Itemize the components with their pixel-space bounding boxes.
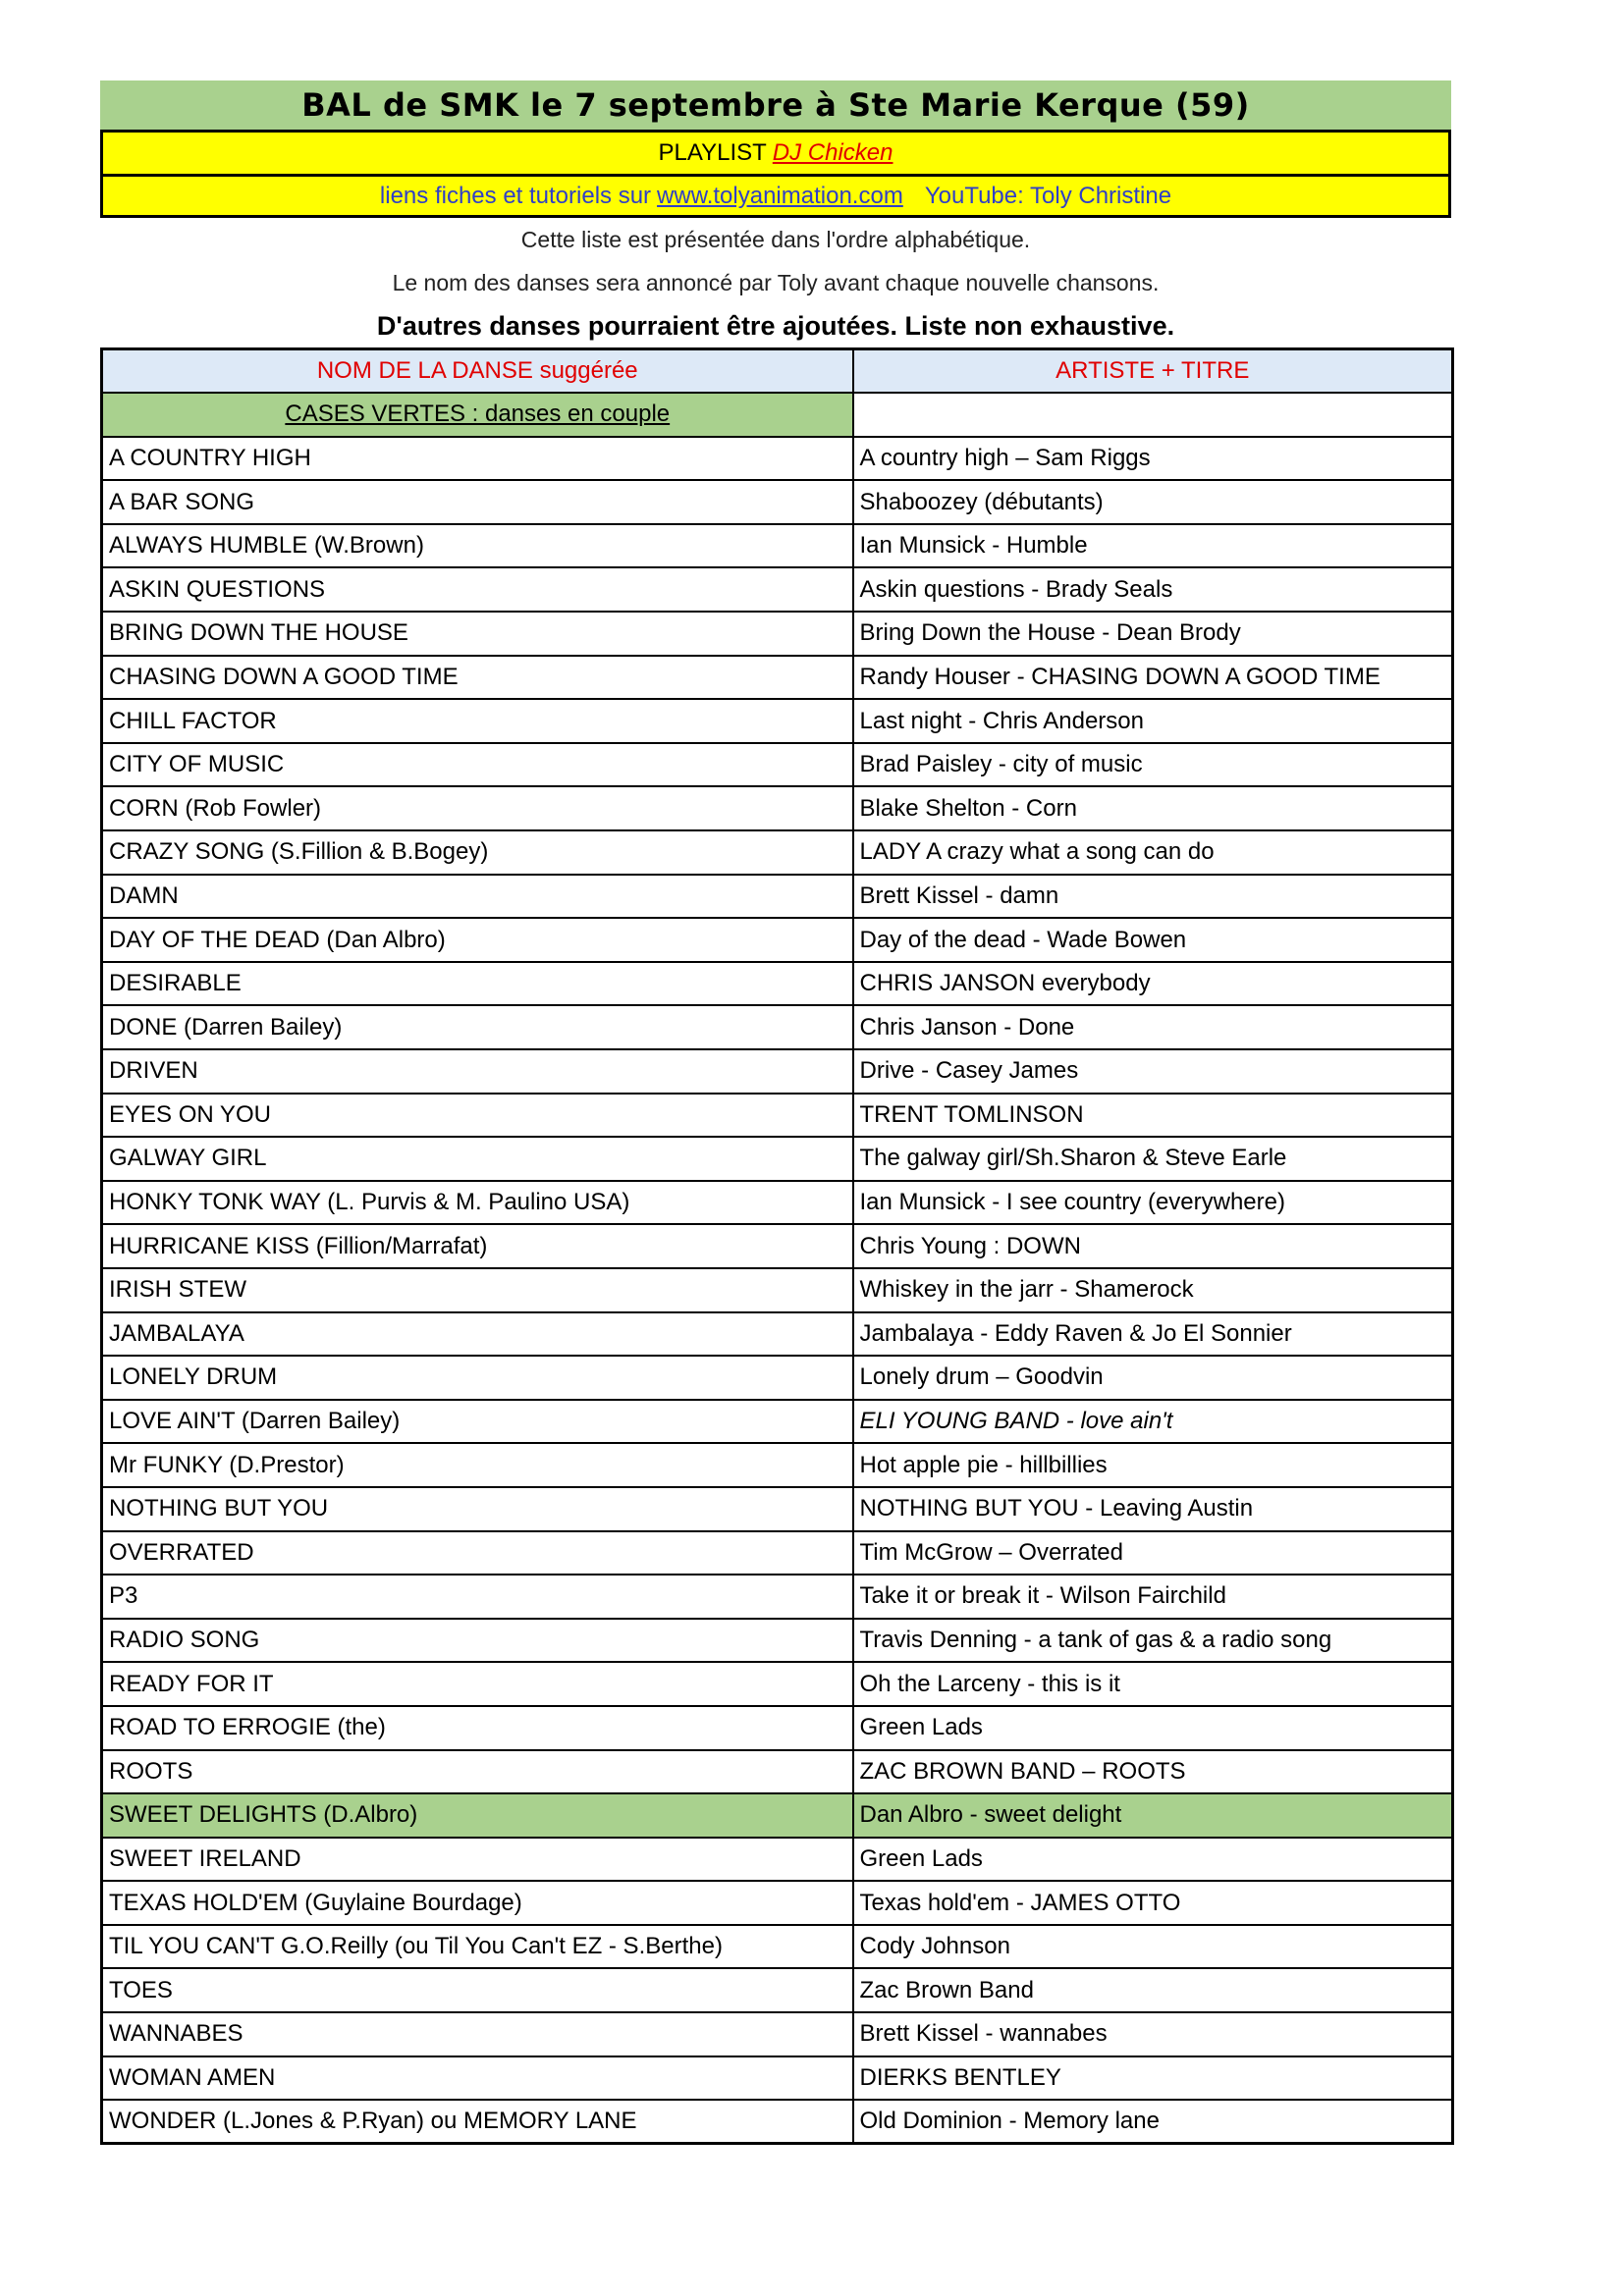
table-row	[102, 1137, 1453, 1181]
artist-title-cell: Askin questions - Brady Seals	[853, 567, 1453, 612]
artist-title-cell: Brad Paisley - city of music	[853, 743, 1453, 787]
playlist-sheet	[100, 80, 1451, 2145]
artist-title-header: ARTISTE + TITRE	[853, 349, 1453, 394]
dance-name-cell: DAY OF THE DEAD (Dan Albro)	[102, 918, 853, 962]
dance-name-cell: CRAZY SONG (S.Fillion & B.Bogey)	[102, 830, 853, 875]
table-row	[102, 1356, 1453, 1400]
dance-name-cell: READY FOR IT	[102, 1662, 853, 1706]
dj-name-link[interactable]: DJ Chicken	[772, 139, 893, 166]
table-row	[102, 1968, 1453, 2012]
dance-name-cell: Mr FUNKY (D.Prestor)	[102, 1443, 853, 1487]
dance-name-cell: WANNABES	[102, 2012, 853, 2056]
table-row	[102, 656, 1453, 700]
dance-name-cell: HONKY TONK WAY (L. Purvis & M. Paulino USA)	[102, 1181, 853, 1225]
artist-title-cell: CHRIS JANSON everybody	[853, 962, 1453, 1006]
artist-title-cell: Day of the dead - Wade Bowen	[853, 918, 1453, 962]
dance-name-cell: ROOTS	[102, 1750, 853, 1794]
dance-name-cell: DRIVEN	[102, 1049, 853, 1094]
artist-title-cell: Chris Young : DOWN	[853, 1224, 1453, 1268]
artist-title-cell: Shaboozey (débutants)	[853, 480, 1453, 524]
table-row	[102, 1224, 1453, 1268]
table-row	[102, 612, 1453, 656]
artist-title-cell: Last night - Chris Anderson	[853, 699, 1453, 743]
dance-name-cell: SWEET DELIGHTS (D.Albro)	[102, 1793, 853, 1838]
couple-legend: CASES VERTES : danses en couple	[102, 393, 853, 437]
table-row	[102, 1443, 1453, 1487]
dance-name-cell: TEXAS HOLD'EM (Guylaine Bourdage)	[102, 1881, 853, 1925]
table-row	[102, 743, 1453, 787]
note-alphabetical: Cette liste est présentée dans l'ordre alphabétique.	[520, 226, 1031, 252]
dance-name-cell: RADIO SONG	[102, 1619, 853, 1663]
table-row	[102, 1793, 1453, 1838]
table-row	[102, 1838, 1453, 1882]
artist-title-cell: LADY A crazy what a song can do	[853, 830, 1453, 875]
table-row	[102, 2100, 1453, 2144]
table-row	[102, 480, 1453, 524]
artist-title-cell: Ian Munsick - Humble	[853, 524, 1453, 568]
table-row	[102, 1268, 1453, 1312]
dance-name-cell: EYES ON YOU	[102, 1094, 853, 1138]
links-row	[103, 174, 1448, 215]
artist-title-cell: Old Dominion - Memory lane	[853, 2100, 1453, 2144]
playlist-info-box	[100, 130, 1451, 218]
artist-title-cell: Brett Kissel - wannabes	[853, 2012, 1453, 2056]
artist-title-cell: DIERKS BENTLEY	[853, 2056, 1453, 2101]
dance-name-cell: IRISH STEW	[102, 1268, 853, 1312]
dance-name-cell: SWEET IRELAND	[102, 1838, 853, 1882]
artist-title-cell: Hot apple pie - hillbillies	[853, 1443, 1453, 1487]
table-row	[102, 2056, 1453, 2101]
dance-name-cell: GALWAY GIRL	[102, 1137, 853, 1181]
table-row	[102, 524, 1453, 568]
note-announce: Le nom des danses sera annoncé par Toly avant chaque nouvelle chansons.	[392, 269, 1160, 295]
legend-row	[102, 393, 1453, 437]
artist-title-cell: Randy Houser - CHASING DOWN A GOOD TIME	[853, 656, 1453, 700]
table-row	[102, 786, 1453, 830]
event-title: BAL de SMK le 7 septembre à Ste Marie Kerque (59)	[100, 80, 1451, 130]
artist-title-cell: Ian Munsick - I see country (everywhere)	[853, 1181, 1453, 1225]
dance-name-cell: HURRICANE KISS (Fillion/Marrafat)	[102, 1224, 853, 1268]
table-row	[102, 1706, 1453, 1750]
dance-name-cell: TOES	[102, 1968, 853, 2012]
artist-title-cell: ZAC BROWN BAND – ROOTS	[853, 1750, 1453, 1794]
artist-title-cell: Green Lads	[853, 1838, 1453, 1882]
dance-name-cell: JAMBALAYA	[102, 1312, 853, 1357]
artist-title-cell: Chris Janson - Done	[853, 1005, 1453, 1049]
table-row	[102, 1094, 1453, 1138]
dance-name-cell: LONELY DRUM	[102, 1356, 853, 1400]
dance-name-cell: BRING DOWN THE HOUSE	[102, 612, 853, 656]
table-row	[102, 1487, 1453, 1531]
playlist-row	[103, 133, 1448, 174]
table-row	[102, 1181, 1453, 1225]
dance-name-cell: DONE (Darren Bailey)	[102, 1005, 853, 1049]
artist-title-cell: NOTHING BUT YOU - Leaving Austin	[853, 1487, 1453, 1531]
dance-name-header: NOM DE LA DANSE suggérée	[102, 349, 853, 394]
dance-name-cell: WONDER (L.Jones & P.Ryan) ou MEMORY LANE	[102, 2100, 853, 2144]
artist-title-cell: Lonely drum – Goodvin	[853, 1356, 1453, 1400]
table-row	[102, 962, 1453, 1006]
table-row	[102, 1049, 1453, 1094]
table-header-row	[102, 349, 1453, 394]
table-row	[102, 918, 1453, 962]
dance-name-cell: CHILL FACTOR	[102, 699, 853, 743]
artist-title-cell: Texas hold'em - JAMES OTTO	[853, 1881, 1453, 1925]
table-row	[102, 1750, 1453, 1794]
dance-name-cell: DESIRABLE	[102, 962, 853, 1006]
table-row	[102, 1312, 1453, 1357]
table-row	[102, 1925, 1453, 1969]
artist-title-cell: Zac Brown Band	[853, 1968, 1453, 2012]
dance-name-cell: A COUNTRY HIGH	[102, 437, 853, 481]
table-row	[102, 1619, 1453, 1663]
table-row	[102, 699, 1453, 743]
note-more-dances: D'autres danses pourraient être ajoutées. Liste non exhaustive.	[376, 310, 1175, 341]
dance-name-cell: TIL YOU CAN'T G.O.Reilly (ou Til You Can't EZ - S.Berthe)	[102, 1925, 853, 1969]
dance-name-cell: CHASING DOWN A GOOD TIME	[102, 656, 853, 700]
artist-title-cell: Tim McGrow – Overrated	[853, 1531, 1453, 1575]
playlist-label: PLAYLIST	[658, 139, 767, 166]
dance-name-cell: ALWAYS HUMBLE (W.Brown)	[102, 524, 853, 568]
artist-title-cell: Brett Kissel - damn	[853, 875, 1453, 919]
dance-name-cell: DAMN	[102, 875, 853, 919]
table-row	[102, 1531, 1453, 1575]
table-row	[102, 875, 1453, 919]
table-row	[102, 1662, 1453, 1706]
artist-title-cell: Whiskey in the jarr - Shamerock	[853, 1268, 1453, 1312]
artist-title-cell: Dan Albro - sweet delight	[853, 1793, 1453, 1838]
table-row	[102, 830, 1453, 875]
dance-name-cell: LOVE AIN'T (Darren Bailey)	[102, 1400, 853, 1444]
dance-name-cell: WOMAN AMEN	[102, 2056, 853, 2101]
artist-title-cell: Cody Johnson	[853, 1925, 1453, 1969]
table-row	[102, 2012, 1453, 2056]
table-row	[102, 1400, 1453, 1444]
artist-title-cell: Jambalaya - Eddy Raven & Jo El Sonnier	[853, 1312, 1453, 1357]
youtube-label: YouTube: Toly Christine	[924, 182, 1172, 209]
artist-title-cell: The galway girl/Sh.Sharon & Steve Earle	[853, 1137, 1453, 1181]
artist-title-cell: A country high – Sam Riggs	[853, 437, 1453, 481]
dance-name-cell: OVERRATED	[102, 1531, 853, 1575]
dance-name-cell: ROAD TO ERROGIE (the)	[102, 1706, 853, 1750]
dance-name-cell: A BAR SONG	[102, 480, 853, 524]
artist-title-cell: Blake Shelton - Corn	[853, 786, 1453, 830]
artist-title-cell: Bring Down the House - Dean Brody	[853, 612, 1453, 656]
artist-title-cell: Drive - Casey James	[853, 1049, 1453, 1094]
table-row	[102, 567, 1453, 612]
artist-title-cell: Green Lads	[853, 1706, 1453, 1750]
artist-title-cell: ELI YOUNG BAND - love ain't	[853, 1400, 1453, 1444]
dance-table	[100, 347, 1454, 2145]
dance-name-cell: ASKIN QUESTIONS	[102, 567, 853, 612]
website-link[interactable]: www.tolyanimation.com	[657, 182, 903, 209]
legend-empty-cell	[853, 393, 1453, 437]
dance-name-cell: P3	[102, 1575, 853, 1619]
table-row	[102, 437, 1453, 481]
table-row	[102, 1575, 1453, 1619]
artist-title-cell: Oh the Larceny - this is it	[853, 1662, 1453, 1706]
artist-title-cell: Take it or break it - Wilson Fairchild	[853, 1575, 1453, 1619]
dance-name-cell: CORN (Rob Fowler)	[102, 786, 853, 830]
artist-title-cell: TRENT TOMLINSON	[853, 1094, 1453, 1138]
links-label: liens fiches et tutoriels sur	[379, 182, 652, 209]
artist-title-cell: Travis Denning - a tank of gas & a radio song	[853, 1619, 1453, 1663]
dance-name-cell: NOTHING BUT YOU	[102, 1487, 853, 1531]
table-row	[102, 1005, 1453, 1049]
dance-name-cell: CITY OF MUSIC	[102, 743, 853, 787]
table-row	[102, 1881, 1453, 1925]
